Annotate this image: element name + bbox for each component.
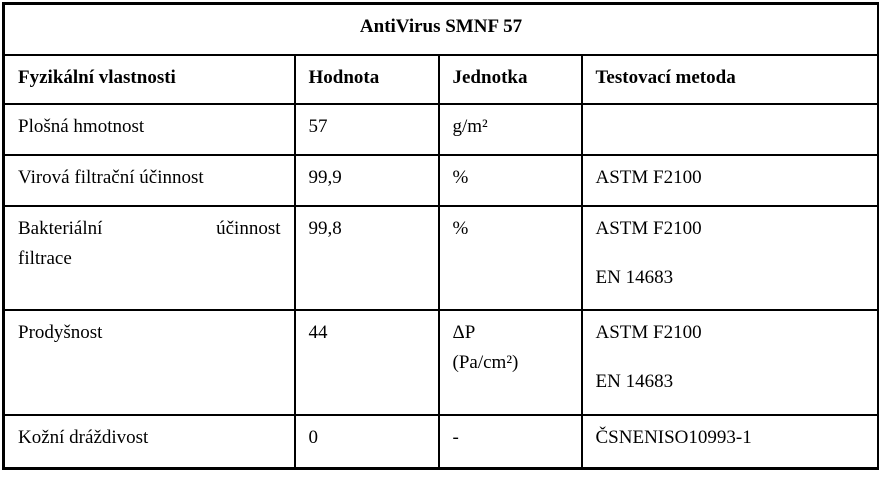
column-header-unit: Jednotka	[439, 55, 582, 104]
table-title: AntiVirus SMNF 57	[4, 4, 879, 55]
method-line-2: EN 14683	[595, 266, 674, 288]
cell-unit	[439, 310, 582, 415]
cell-method: ASTM F2100	[582, 155, 879, 206]
column-header-method: Testovací metoda	[582, 55, 879, 104]
cell-unit: -	[439, 415, 582, 469]
column-header-property: Fyzikální vlastnosti	[4, 55, 295, 104]
cell-unit: %	[439, 155, 582, 206]
cell-value: 99,9	[295, 155, 439, 206]
method-line-1: ASTM F2100	[595, 217, 702, 239]
column-header-value: Hodnota	[295, 55, 439, 104]
cell-method	[582, 104, 879, 155]
method-line-1: ASTM F2100	[595, 321, 702, 343]
product-spec-table	[2, 2, 879, 470]
unit-line-1: ΔP	[452, 321, 476, 343]
table-row-title	[4, 4, 879, 55]
property-line-justified: Bakteriální účinnost	[18, 217, 281, 239]
unit-line-2: (Pa/cm²)	[452, 351, 519, 373]
cell-value: 0	[295, 415, 439, 469]
table-row	[4, 104, 879, 155]
table-row	[4, 155, 879, 206]
method-line-2: EN 14683	[595, 370, 674, 392]
property-line-2: filtrace	[18, 247, 72, 269]
table-row	[4, 415, 879, 469]
cell-value: 44	[295, 310, 439, 415]
cell-unit: g/m²	[439, 104, 582, 155]
cell-property: Prodyšnost	[4, 310, 295, 415]
cell-method: ČSNENISO10993-1	[582, 415, 879, 469]
table-header-row	[4, 55, 879, 104]
table-row	[4, 206, 879, 310]
cell-value: 99,8	[295, 206, 439, 310]
cell-property: Virová filtrační účinnost	[4, 155, 295, 206]
cell-property	[4, 206, 295, 310]
table-row	[4, 310, 879, 415]
cell-value: 57	[295, 104, 439, 155]
cell-property: Kožní dráždivost	[4, 415, 295, 469]
cell-unit: %	[439, 206, 582, 310]
cell-method	[582, 206, 879, 310]
cell-property: Plošná hmotnost	[4, 104, 295, 155]
cell-method	[582, 310, 879, 415]
